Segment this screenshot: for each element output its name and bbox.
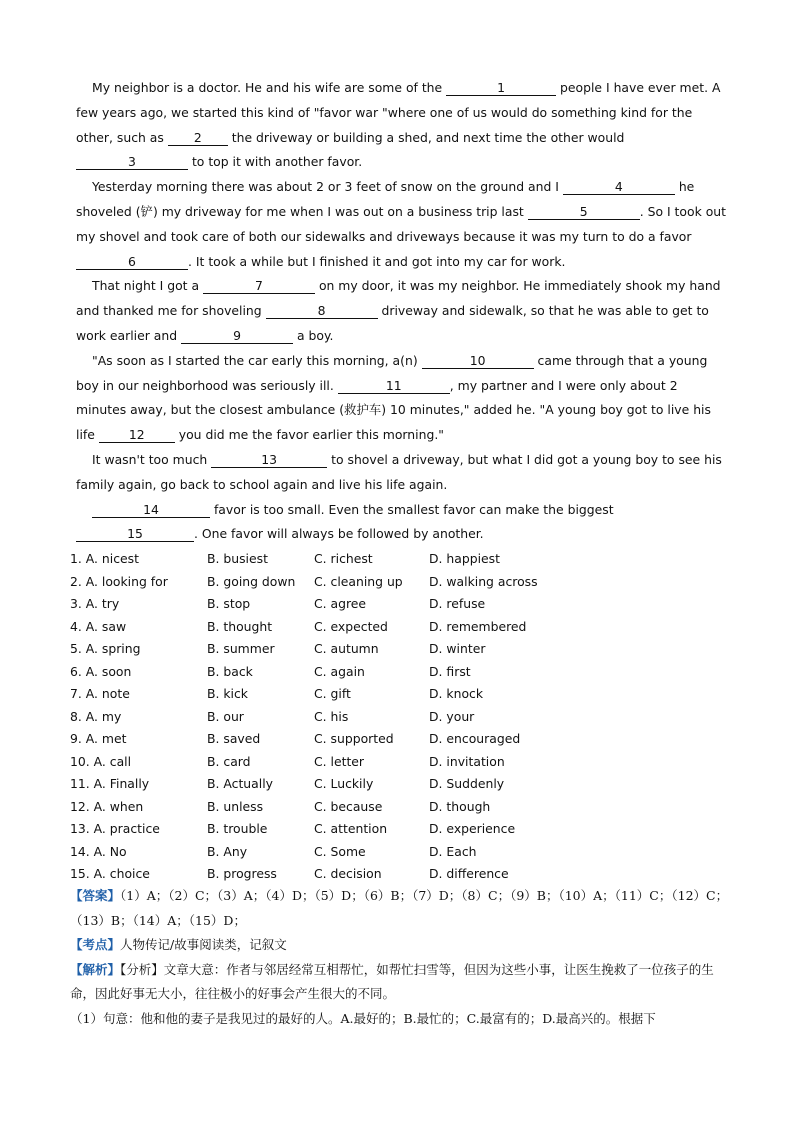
option-a: 11. A. Finally — [70, 776, 150, 791]
option-a: 9. A. met — [70, 731, 127, 746]
blank-8: 8 — [266, 303, 378, 319]
option-d: D. walking across — [429, 573, 538, 589]
passage-text: you did me the favor earlier this morning." — [174, 427, 444, 443]
option-b: B. busiest — [207, 551, 268, 566]
blank-11: 11 — [338, 378, 450, 394]
paragraph-6 — [76, 498, 726, 548]
paragraph-3 — [76, 274, 726, 348]
blank-1: 1 — [446, 80, 556, 96]
option-a: 12. A. when — [70, 798, 144, 814]
option-a: 7. A. note — [70, 686, 130, 701]
option-d: D. knock — [429, 686, 484, 701]
option-c: C. gift — [314, 686, 351, 701]
option-row-3 — [70, 593, 750, 616]
blank-9: 9 — [181, 328, 293, 344]
option-d: D. first — [429, 663, 471, 679]
option-d: D. though — [429, 798, 491, 814]
option-c: C. Some — [314, 843, 366, 859]
blank-7: 7 — [203, 278, 315, 294]
paragraph-4 — [76, 349, 726, 448]
option-d: D. encouraged — [429, 731, 521, 746]
option-row-13 — [70, 818, 750, 841]
passage-text: . It took a while but I finished it and got into my car for work. — [188, 253, 566, 269]
passage-text: , my partner and I were only about 2 minutes away, but the closest ambulance (救护车) 10 minutes," added he. "A young boy got to live his life — [76, 377, 711, 443]
option-row-15 — [70, 863, 750, 886]
option-a: 14. A. No — [70, 843, 127, 859]
option-b: B. back — [207, 663, 253, 679]
blank-3: 3 — [76, 154, 188, 170]
passage-text: to shovel a driveway, but what I did got a young boy to see his family again, go back to school again and live his life again. — [76, 451, 722, 492]
option-row-8 — [70, 706, 750, 729]
blank-12: 12 — [99, 427, 175, 443]
passage-text: a boy. — [293, 327, 334, 343]
option-b: B. unless — [207, 798, 264, 814]
answer-tag: 【答案】 — [70, 888, 121, 903]
option-c: C. letter — [314, 753, 365, 769]
option-row-14 — [70, 841, 750, 864]
option-d: D. remembered — [429, 618, 527, 634]
option-d: D. Suddenly — [429, 776, 505, 791]
passage-text: driveway and sidewalk, so that he was able to get to work earlier and — [76, 303, 709, 343]
option-c: C. again — [314, 663, 365, 679]
option-row-4 — [70, 616, 750, 639]
paragraph-1 — [76, 76, 726, 175]
option-a: 5. A. spring — [70, 641, 141, 656]
option-d: D. difference — [429, 866, 509, 881]
option-row-5 — [70, 638, 750, 661]
passage-text: he shoveled (铲) my driveway for me when I was out on a business trip last — [76, 179, 695, 219]
option-b: B. Any — [207, 843, 248, 859]
paragraph-5 — [76, 448, 726, 498]
option-c: C. expected — [314, 618, 388, 634]
answer-line — [70, 884, 730, 933]
passage-text: Yesterday morning there was about 2 or 3 feet of snow on the ground and I — [92, 179, 563, 195]
blank-13: 13 — [211, 452, 327, 468]
option-b: B. summer — [207, 641, 275, 656]
option-b: B. trouble — [207, 821, 268, 836]
option-b: B. saved — [207, 731, 261, 746]
passage-text: "As soon as I started the car early this morning, a(n) — [92, 352, 422, 368]
passage-text: favor is too small. Even the smallest favor can make the biggest — [210, 501, 614, 517]
blank-2: 2 — [168, 130, 228, 146]
passage-text: the driveway or building a shed, and next time the other would — [227, 129, 625, 145]
passage-text: That night I got a — [92, 278, 203, 294]
option-row-7 — [70, 683, 750, 706]
passage-text: It wasn't too much — [92, 451, 212, 467]
option-d: D. Each — [429, 843, 477, 859]
option-b: B. stop — [207, 596, 251, 611]
analysis-line — [70, 958, 730, 1007]
option-b: B. going down — [207, 573, 296, 589]
option-d: D. happiest — [429, 551, 500, 566]
blank-10: 10 — [422, 353, 534, 369]
passage-text: people I have ever met. A few years ago, we started this kind of "favor war "where one of us would do something kind for the other, such as — [76, 80, 721, 145]
option-b: B. kick — [207, 686, 248, 701]
option-a: 10. A. call — [70, 753, 132, 769]
options-list — [70, 548, 750, 886]
blank-5: 5 — [528, 204, 640, 220]
option-b: B. progress — [207, 866, 277, 881]
option-row-10 — [70, 751, 750, 774]
option-row-11 — [70, 773, 750, 796]
option-c: C. supported — [314, 731, 394, 746]
option-c: C. autumn — [314, 641, 379, 656]
passage-text: My neighbor is a doctor. He and his wife are some of the — [92, 80, 447, 95]
option-d: D. refuse — [429, 596, 486, 611]
option-row-9 — [70, 728, 750, 751]
option-d: D. your — [429, 708, 475, 724]
answer-section — [70, 884, 730, 1031]
analysis-tag: 【解析】 — [70, 961, 121, 977]
option-c: C. cleaning up — [314, 573, 403, 589]
option-a: 1. A. nicest — [70, 551, 139, 566]
blank-6: 6 — [76, 254, 188, 270]
option-row-6 — [70, 661, 750, 684]
topic-tag: 【考点】 — [70, 937, 121, 952]
option-b: B. our — [207, 708, 244, 724]
option-a: 8. A. my — [70, 708, 122, 724]
option-a: 2. A. looking for — [70, 573, 168, 589]
option-row-12 — [70, 796, 750, 819]
option-c: C. attention — [314, 821, 388, 836]
passage-text: . So I took out my shovel and took care of both our sidewalks and driveways because it was my turn to do a favor — [76, 203, 726, 244]
passage-text: . One favor will always be followed by another. — [194, 526, 484, 542]
option-c: C. agree — [314, 596, 367, 611]
option-b: B. card — [207, 753, 251, 769]
option-a: 3. A. try — [70, 596, 120, 611]
topic-line — [70, 933, 730, 958]
option-a: 4. A. saw — [70, 618, 127, 634]
cloze-passage — [76, 76, 726, 547]
option-d: D. winter — [429, 641, 486, 656]
answer-text: （1）A；（2）C；（3）A；（4）D；（5）D；（6）B；（7）D；（8）C；（9）B；（10）A；（11）C；（12）C；（13）B；（14）A；（15）D； — [70, 888, 729, 928]
paragraph-2 — [76, 175, 726, 274]
option-d: D. experience — [429, 821, 516, 836]
option-row-2 — [70, 571, 750, 594]
passage-text: came through that a young boy in our neighborhood was seriously ill. — [76, 352, 708, 393]
blank-15: 15 — [76, 526, 194, 542]
blank-4: 4 — [563, 179, 675, 195]
option-c: C. his — [314, 708, 349, 724]
blank-14: 14 — [92, 502, 210, 518]
option-d: D. invitation — [429, 753, 505, 769]
option-c: C. richest — [314, 551, 373, 566]
passage-text: to top it with another favor. — [188, 154, 363, 170]
analysis-text: 【分析】文章大意：作者与邻居经常互相帮忙，如帮忙扫雪等，但因为这些小事，让医生挽救了一位孩子的生命，因此好事无大小，往往极小的好事会产生很大的不同。 — [70, 961, 714, 1001]
analysis-question-1: （1）句意：他和他的妻子是我见过的最好的人。A.最好的；B.最忙的；C.最富有的；D.最高兴的。根据下 — [70, 1010, 656, 1026]
option-c: C. because — [314, 798, 383, 814]
passage-text: on my door, it was my neighbor. He immediately shook my hand and thanked me for shoveling — [76, 278, 721, 319]
option-b: B. Actually — [207, 776, 273, 791]
option-c: C. Luckily — [314, 776, 374, 791]
option-c: C. decision — [314, 866, 382, 881]
topic-text: 人物传记/故事阅读类，记叙文 — [120, 937, 287, 952]
option-a: 13. A. practice — [70, 821, 160, 836]
option-row-1 — [70, 548, 750, 571]
option-a: 6. A. soon — [70, 663, 132, 679]
option-b: B. thought — [207, 618, 273, 634]
option-a: 15. A. choice — [70, 866, 150, 881]
